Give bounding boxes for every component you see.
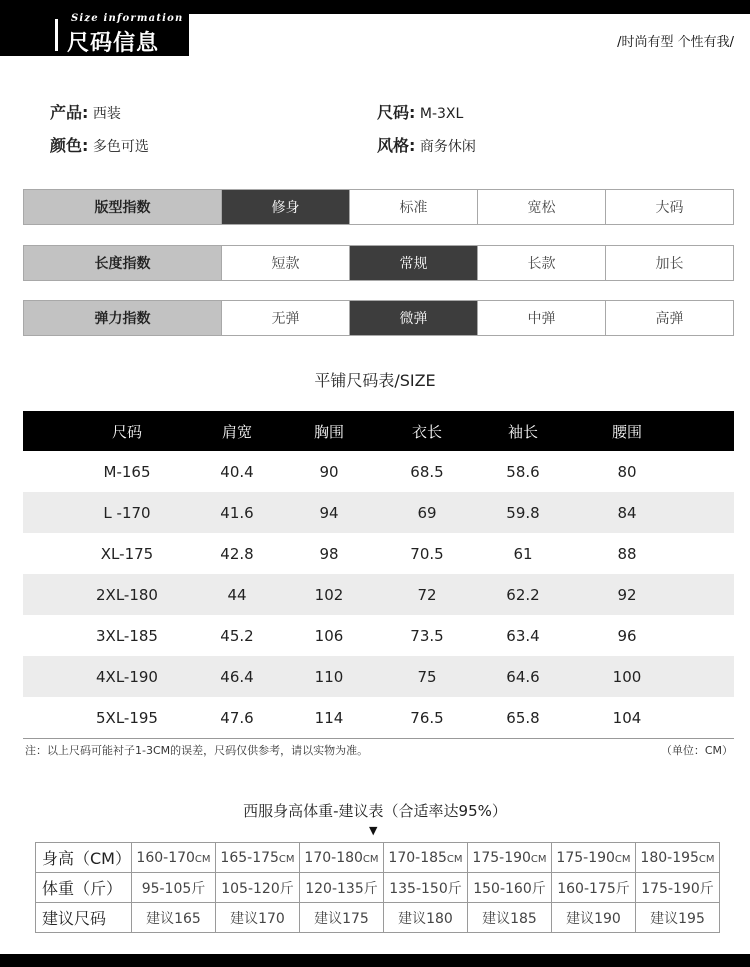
suggested-size-cell: 建议185 (467, 903, 551, 933)
measure-cell: 63.4 (506, 626, 540, 645)
measure-cell: 62.2 (506, 585, 540, 604)
measure-cell: 64.6 (506, 667, 540, 686)
measure-cell: 58.6 (506, 462, 540, 481)
measure-cell: 84 (617, 503, 637, 522)
stretch-index-row (23, 300, 734, 336)
measure-cell: 102 (314, 585, 344, 604)
measure-cell: 45.2 (220, 626, 254, 645)
header-cell: 袖长 (507, 422, 538, 441)
height-value: 170-180 (304, 849, 363, 866)
length-index-label: 长度指数 (24, 246, 222, 280)
size-table-title: 平铺尺码表/SIZE (314, 371, 436, 390)
fit-index-option: 标准 (350, 190, 478, 224)
suggested-size-cell: 建议190 (551, 903, 635, 933)
fit-index-row (23, 189, 734, 225)
length-index-row (23, 245, 734, 281)
height-cell (383, 843, 467, 873)
suggested-size-cell: 建议195 (635, 903, 719, 933)
size-note: 注：以上尺码可能衬子1-3CM的误差，尺码仅供参考，请以实物为准。 (25, 744, 369, 757)
length-index-option: 短款 (222, 246, 350, 280)
measure-cell: 76.5 (410, 708, 444, 727)
unit-label: （单位：CM） (660, 744, 733, 757)
measure-cell: 46.4 (220, 667, 254, 686)
measure-cell: 100 (612, 667, 642, 686)
color-info (50, 133, 149, 156)
header-cell: 尺码 (111, 422, 142, 441)
header-subtitle: Size information (71, 13, 184, 24)
table-row (23, 492, 734, 533)
footer-band (0, 954, 750, 967)
measure-cell: 90 (319, 462, 339, 481)
height-cell (299, 843, 383, 873)
height-unit: CM (614, 853, 631, 865)
size-label-cell: 2XL-180 (96, 585, 158, 604)
down-arrow-icon: ▼ (369, 824, 378, 837)
style-key: 风格: (377, 136, 416, 155)
size-table-header (23, 411, 734, 451)
header-divider (55, 19, 58, 51)
table-row (23, 615, 734, 656)
weight-cell: 105-120斤 (215, 873, 299, 903)
header-cell: 肩宽 (221, 422, 252, 441)
size-value: M-3XL (419, 106, 464, 122)
weight-label: 体重（斤） (36, 873, 132, 903)
stretch-index-option: 中弹 (478, 301, 606, 335)
height-value: 180-195 (640, 849, 699, 866)
height-cell (551, 843, 635, 873)
weight-cell: 175-190斤 (635, 873, 719, 903)
measure-cell: 96 (617, 626, 637, 645)
size-label-cell: 3XL-185 (96, 626, 158, 645)
suggested-size-cell: 建议175 (299, 903, 383, 933)
measure-cell: 61 (513, 544, 533, 563)
size-label-cell: 4XL-190 (96, 667, 158, 686)
height-unit: CM (278, 853, 295, 865)
length-index-option: 常规 (350, 246, 478, 280)
measure-cell: 42.8 (220, 544, 254, 563)
height-unit: CM (194, 853, 211, 865)
height-label: 身高（CM） (36, 843, 132, 873)
table-bottom-rule (23, 738, 734, 739)
table-row (23, 697, 734, 738)
weight-cell: 95-105斤 (131, 873, 215, 903)
product-value: 西装 (92, 106, 121, 122)
measure-cell: 75 (417, 667, 437, 686)
header-cell: 腰围 (611, 422, 642, 441)
suggested-size-cell: 建议180 (383, 903, 467, 933)
suggested-size-cell: 建议170 (215, 903, 299, 933)
measure-cell: 104 (612, 708, 642, 727)
header-cell: 胸围 (313, 422, 344, 441)
style-info (377, 133, 476, 156)
height-row (36, 843, 720, 873)
table-row (23, 533, 734, 574)
weight-cell: 160-175斤 (551, 873, 635, 903)
weight-cell: 120-135斤 (299, 873, 383, 903)
fit-index-label: 版型指数 (24, 190, 222, 224)
height-value: 175-190 (556, 849, 615, 866)
header-slogan-box (189, 14, 750, 56)
measure-cell: 72 (417, 585, 437, 604)
color-key: 颜色: (50, 136, 89, 155)
table-row (23, 451, 734, 492)
size-info (377, 100, 463, 123)
measure-cell: 40.4 (220, 462, 254, 481)
size-label-cell: M-165 (103, 462, 151, 481)
height-value: 175-190 (472, 849, 531, 866)
height-cell (131, 843, 215, 873)
style-value: 商务休闲 (419, 139, 476, 155)
measure-cell: 59.8 (506, 503, 540, 522)
fit-index-option: 宽松 (478, 190, 606, 224)
measure-cell: 88 (617, 544, 637, 563)
table-row (23, 574, 734, 615)
product-key: 产品: (50, 103, 89, 122)
height-unit: CM (698, 853, 715, 865)
height-value: 165-175 (220, 849, 279, 866)
measure-cell: 65.8 (506, 708, 540, 727)
weight-cell: 150-160斤 (467, 873, 551, 903)
measure-cell: 80 (617, 462, 637, 481)
header-cell: 衣长 (411, 422, 442, 441)
length-index-option: 加长 (606, 246, 733, 280)
size-table (23, 411, 734, 739)
measure-cell: 47.6 (220, 708, 254, 727)
measure-cell: 41.6 (220, 503, 254, 522)
measure-cell: 92 (617, 585, 637, 604)
height-cell (467, 843, 551, 873)
recommend-title: 西服身高体重-建议表（合适率达95%） (243, 802, 507, 820)
height-unit: CM (446, 853, 463, 865)
measure-cell: 110 (314, 667, 344, 686)
height-cell (635, 843, 719, 873)
header-slogan: /时尚有型 个性有我/ (617, 35, 734, 50)
height-unit: CM (530, 853, 547, 865)
measure-cell: 68.5 (410, 462, 444, 481)
height-unit: CM (362, 853, 379, 865)
stretch-index-option: 高弹 (606, 301, 733, 335)
length-index-option: 长款 (478, 246, 606, 280)
stretch-index-label: 弹力指数 (24, 301, 222, 335)
page-title: 尺码信息 (67, 31, 160, 56)
fit-index-option: 大码 (606, 190, 733, 224)
suggested-size-cell: 建议165 (131, 903, 215, 933)
recommend-table (35, 842, 720, 933)
size-label-cell: L -170 (103, 503, 151, 522)
table-row (23, 656, 734, 697)
color-value: 多色可选 (92, 139, 149, 155)
measure-cell: 70.5 (410, 544, 444, 563)
measure-cell: 69 (417, 503, 437, 522)
stretch-index-option: 微弹 (350, 301, 478, 335)
measure-cell: 44 (227, 585, 247, 604)
measure-cell: 106 (314, 626, 344, 645)
height-cell (215, 843, 299, 873)
height-value: 170-185 (388, 849, 447, 866)
measure-cell: 114 (314, 708, 344, 727)
stretch-index-option: 无弹 (222, 301, 350, 335)
weight-row (36, 873, 720, 903)
measure-cell: 98 (319, 544, 339, 563)
size-label-cell: 5XL-195 (96, 708, 158, 727)
measure-cell: 73.5 (410, 626, 444, 645)
suggested-size-label: 建议尺码 (36, 903, 132, 933)
fit-index-option: 修身 (222, 190, 350, 224)
product-info (50, 100, 121, 123)
size-row (36, 903, 720, 933)
size-key: 尺码: (377, 103, 416, 122)
size-label-cell: XL-175 (100, 544, 154, 563)
height-value: 160-170 (136, 849, 195, 866)
weight-cell: 135-150斤 (383, 873, 467, 903)
measure-cell: 94 (319, 503, 339, 522)
